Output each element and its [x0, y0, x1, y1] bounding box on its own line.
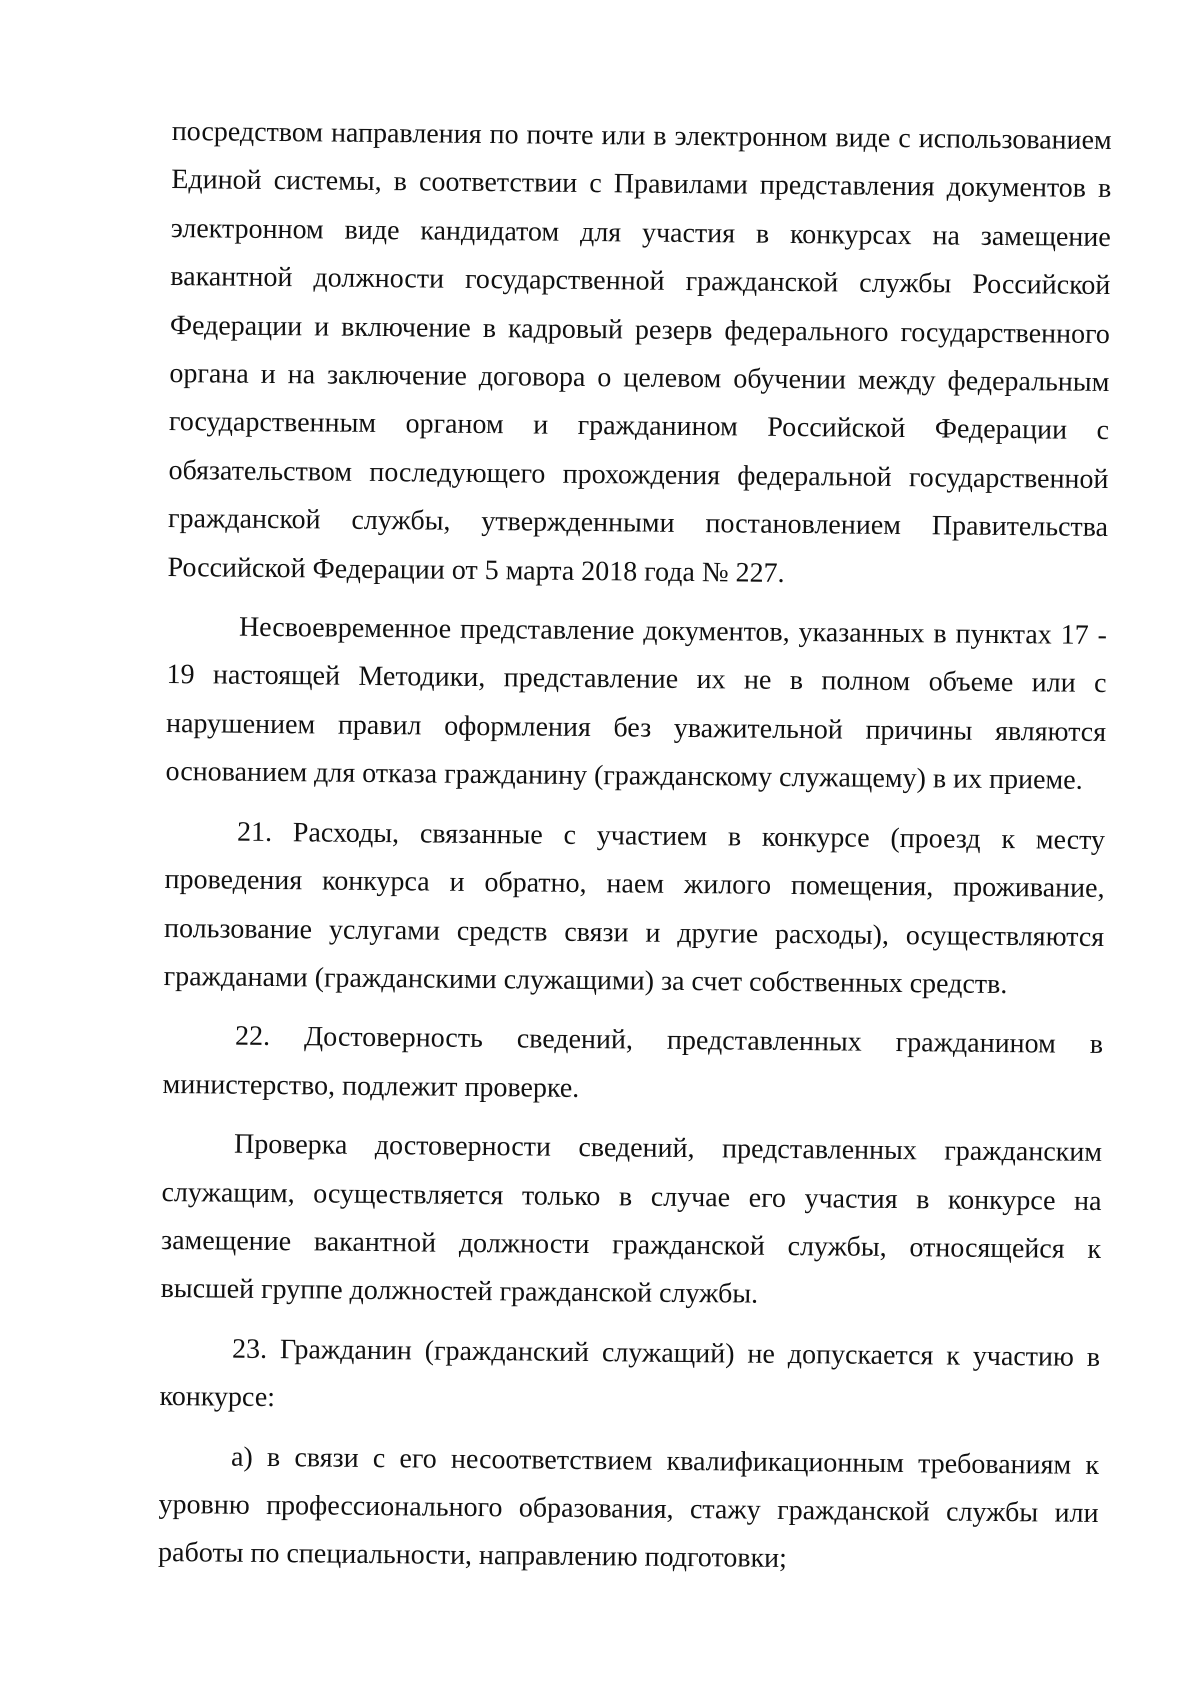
paragraph-item-22-verification: 22. Достоверность сведений, представленных гражданином в министерство, подлежит проверке.	[162, 1020, 1104, 1104]
paragraph-item-23-not-admitted: 23. Гражданин (гражданский служащий) не допускается к участию в конкурсе:	[159, 1333, 1101, 1414]
paragraph-verification-civil-servant: Проверка достоверности сведений, представленных гражданским служащим, осуществляется только в случае его участия в конкурсе на замещение вакантной должности гражданской службы, относящейся к высшей группе должностей гражданской службы.	[160, 1128, 1103, 1311]
paragraph-late-submission: Несвоевременное представление документов, указанных в пунктах 17 - 19 настоящей Методики, представление их не в полном объеме или с нарушением правил оформления без уважительной причины являются основанием для отказа гражданину (гражданскому служащему) в их приеме.	[165, 611, 1108, 797]
document-body	[158, 108, 1112, 1598]
paragraph-item-21-expenses: 21. Расходы, связанные с участием в конкурсе (проезд к месту проведения конкурса и обратно, наем жилого помещения, проживание, пользование услугами средств связи и другие расходы), осуществляются гражданами (гражданскими служащими) за счет собственных средств.	[163, 816, 1106, 1000]
paragraph-submission-methods: посредством направления по почте или в электронном виде с использованием Единой системы, в соответствии с Правилами представления документов в электронном виде кандидатом для участия в конкурсах на замещение вакантной должности государственной гражданской службы Российской Федерации и включение в кадровый резерв федерального государственного органа и на заключение договора о целевом обучении между федеральным государственным органом и гражданином Российской Федерации с обязательством последующего прохождения федеральной государственной гражданской службы, утвержденными постановлением Правительства Российской Федерации от 5 марта 2018 года № 227.	[167, 115, 1112, 589]
paragraph-item-23-a: а) в связи с его несоответствием квалификационным требованиям к уровню профессионального образования, стажу гражданской службы или работы по специальности, направлению подготовки;	[157, 1441, 1100, 1575]
